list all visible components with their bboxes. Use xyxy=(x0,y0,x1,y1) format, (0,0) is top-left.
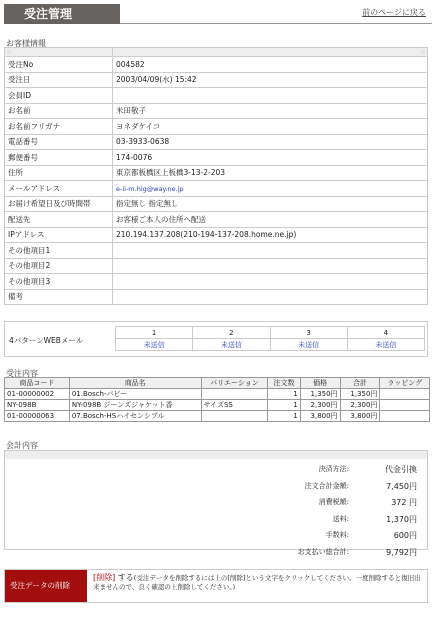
customer-row xyxy=(5,150,428,166)
totals-row xyxy=(117,481,417,495)
column-header: 商品名 xyxy=(69,378,201,389)
customer-info-table xyxy=(4,47,428,305)
totals-label: 送料: xyxy=(332,514,349,523)
table-cell: 01.Bosch-バビー xyxy=(69,389,201,400)
field-value xyxy=(113,181,428,197)
column-header: 合計 xyxy=(340,378,380,389)
delete-order-label: 受注データの削除 xyxy=(5,570,87,602)
column-header: 商品コード xyxy=(5,378,70,389)
table-cell: NY-098B ジーンズジャケット香 xyxy=(69,400,201,411)
customer-row xyxy=(5,196,428,212)
mail-send-status-link[interactable]: 未送信 xyxy=(375,340,397,349)
field-value: 004582 xyxy=(113,57,428,73)
separator-row xyxy=(5,48,428,57)
totals-row xyxy=(117,514,417,528)
delete-order-text xyxy=(93,573,425,592)
table-cell: 01-00000063 xyxy=(5,411,70,422)
table-cell xyxy=(380,400,430,411)
table-cell xyxy=(380,411,430,422)
table-cell: サイズSS xyxy=(201,400,268,411)
mail-pattern-cell xyxy=(193,339,270,351)
customer-row xyxy=(5,212,428,228)
customer-row xyxy=(5,88,428,104)
field-value xyxy=(113,289,428,305)
table-cell xyxy=(201,389,268,400)
totals-label: 決済方法: xyxy=(318,465,349,473)
column-header: 価格 xyxy=(300,378,340,389)
order-items-table xyxy=(4,377,430,422)
mail-send-status-link[interactable]: 未送信 xyxy=(143,340,165,349)
web-mail-table xyxy=(115,326,425,351)
table-cell xyxy=(201,411,268,422)
table-cell: 3,800円 xyxy=(340,411,380,422)
mail-pattern-cell xyxy=(347,339,424,351)
totals-row xyxy=(117,530,417,544)
delete-note: (受注データを削除するには上の[削除]という文字をクリックしてください。一度削除すると復旧出来ませんので、良く確認の上削除してください。) xyxy=(93,574,421,591)
back-link[interactable]: 前のページに戻る xyxy=(362,8,426,17)
table-cell: 07.Bosch-HSハイセンシブル xyxy=(69,411,201,422)
totals-value: 代金引換 xyxy=(385,465,417,474)
table-row xyxy=(5,411,430,422)
totals-value: 7,450円 xyxy=(386,481,417,491)
customer-row xyxy=(5,134,428,150)
field-label: 受注日 xyxy=(5,72,113,88)
table-cell: 1 xyxy=(268,389,300,400)
mail-pattern-cell xyxy=(270,339,347,351)
customer-row xyxy=(5,289,428,305)
customer-row xyxy=(5,181,428,197)
field-value: 174-0076 xyxy=(113,150,428,166)
field-label: お届け希望日及び時間帯 xyxy=(5,196,113,212)
mail-pattern-number: 4 xyxy=(347,327,424,339)
page-title: 受注管理 xyxy=(4,4,120,24)
order-section-label: 受注内容 xyxy=(6,369,38,378)
mail-send-status-link[interactable]: 未送信 xyxy=(298,340,320,349)
field-value: お客様ご本人の住所へ配送 xyxy=(113,212,428,228)
customer-row xyxy=(5,243,428,259)
field-label: メールアドレス xyxy=(5,181,113,197)
field-label: 住所 xyxy=(5,165,113,181)
separator-mark-right: :: xyxy=(113,48,428,57)
totals-box xyxy=(4,450,428,557)
table-cell xyxy=(380,389,430,400)
email-link[interactable]: e-ii-m.hig@way.ne.jp xyxy=(116,184,184,193)
table-row xyxy=(5,389,430,400)
mail-send-status-link[interactable]: 未送信 xyxy=(220,340,242,349)
header-divider xyxy=(120,23,432,24)
field-value: 東京都板橋区上板橋3-13-2-203 xyxy=(113,165,428,181)
page-header xyxy=(4,4,432,24)
field-label: お名前フリガナ xyxy=(5,119,113,135)
totals-row xyxy=(117,464,417,478)
customer-section-label: お客様情報 xyxy=(6,39,46,48)
field-label: IPアドレス xyxy=(5,227,113,243)
field-value xyxy=(113,88,428,104)
mail-pattern-number: 3 xyxy=(270,327,347,339)
table-cell: 1,350円 xyxy=(340,389,380,400)
totals-label: お支払い総合計: xyxy=(297,547,349,556)
totals-value: 600円 xyxy=(393,531,417,540)
table-cell: 1 xyxy=(268,400,300,411)
field-value xyxy=(113,243,428,259)
field-label: その他項目3 xyxy=(5,274,113,290)
totals-value: 372 円 xyxy=(391,498,417,507)
mail-pattern-number: 2 xyxy=(193,327,270,339)
field-value xyxy=(113,258,428,274)
totals-section-label: 会計内容 xyxy=(6,441,38,450)
mail-pattern-cell xyxy=(116,339,193,351)
column-header: ラッピング xyxy=(380,378,430,389)
table-cell: NY-098B xyxy=(5,400,70,411)
customer-row xyxy=(5,103,428,119)
totals-label: 手数料: xyxy=(325,531,349,539)
field-label: 会員ID xyxy=(5,88,113,104)
customer-row xyxy=(5,227,428,243)
column-header: バリエーション xyxy=(201,378,268,389)
table-cell: 1 xyxy=(268,411,300,422)
field-label: その他項目1 xyxy=(5,243,113,259)
totals-row xyxy=(117,497,417,511)
customer-row xyxy=(5,258,428,274)
field-value: 米田敬子 xyxy=(113,103,428,119)
totals-label: 消費税額: xyxy=(318,498,349,506)
field-label: 電話番号 xyxy=(5,134,113,150)
delete-order-box xyxy=(4,569,428,603)
field-value: 03-3933-0638 xyxy=(113,134,428,150)
web-mail-label: 4パターンWEBメール xyxy=(9,336,84,345)
web-mail-box xyxy=(4,321,428,357)
field-label: 配送先 xyxy=(5,212,113,228)
field-label: その他項目2 xyxy=(5,258,113,274)
field-label: 受注No xyxy=(5,57,113,73)
table-cell: 3,800円 xyxy=(300,411,340,422)
totals-value: 1,370円 xyxy=(386,514,417,524)
totals-header-bar xyxy=(5,451,427,459)
customer-row xyxy=(5,274,428,290)
delete-suru: する xyxy=(115,573,134,582)
field-value: 指定無し 指定無し xyxy=(113,196,428,212)
totals-row xyxy=(117,547,417,561)
totals-value: 9,792円 xyxy=(386,547,417,557)
field-value: ヨネダケイコ xyxy=(113,119,428,135)
separator-mark-left: :: xyxy=(5,48,113,57)
customer-row xyxy=(5,57,428,73)
column-header: 注文数 xyxy=(268,378,300,389)
table-cell: 2,300円 xyxy=(340,400,380,411)
mail-pattern-number: 1 xyxy=(116,327,193,339)
table-cell: 1,350円 xyxy=(300,389,340,400)
field-label: 備考 xyxy=(5,289,113,305)
field-value: 210.194.137.208(210-194-137-208.home.ne.jp) xyxy=(113,227,428,243)
customer-row xyxy=(5,72,428,88)
table-cell: 2,300円 xyxy=(300,400,340,411)
field-value: 2003/04/09(水) 15:42 xyxy=(113,72,428,88)
customer-row xyxy=(5,165,428,181)
customer-row xyxy=(5,119,428,135)
field-label: 郵便番号 xyxy=(5,150,113,166)
field-label: お名前 xyxy=(5,103,113,119)
totals-label: 注文合計金額: xyxy=(304,481,349,490)
field-value xyxy=(113,274,428,290)
table-row xyxy=(5,400,430,411)
delete-link[interactable]: [削除] xyxy=(93,573,116,582)
table-cell: 01-00000002 xyxy=(5,389,70,400)
